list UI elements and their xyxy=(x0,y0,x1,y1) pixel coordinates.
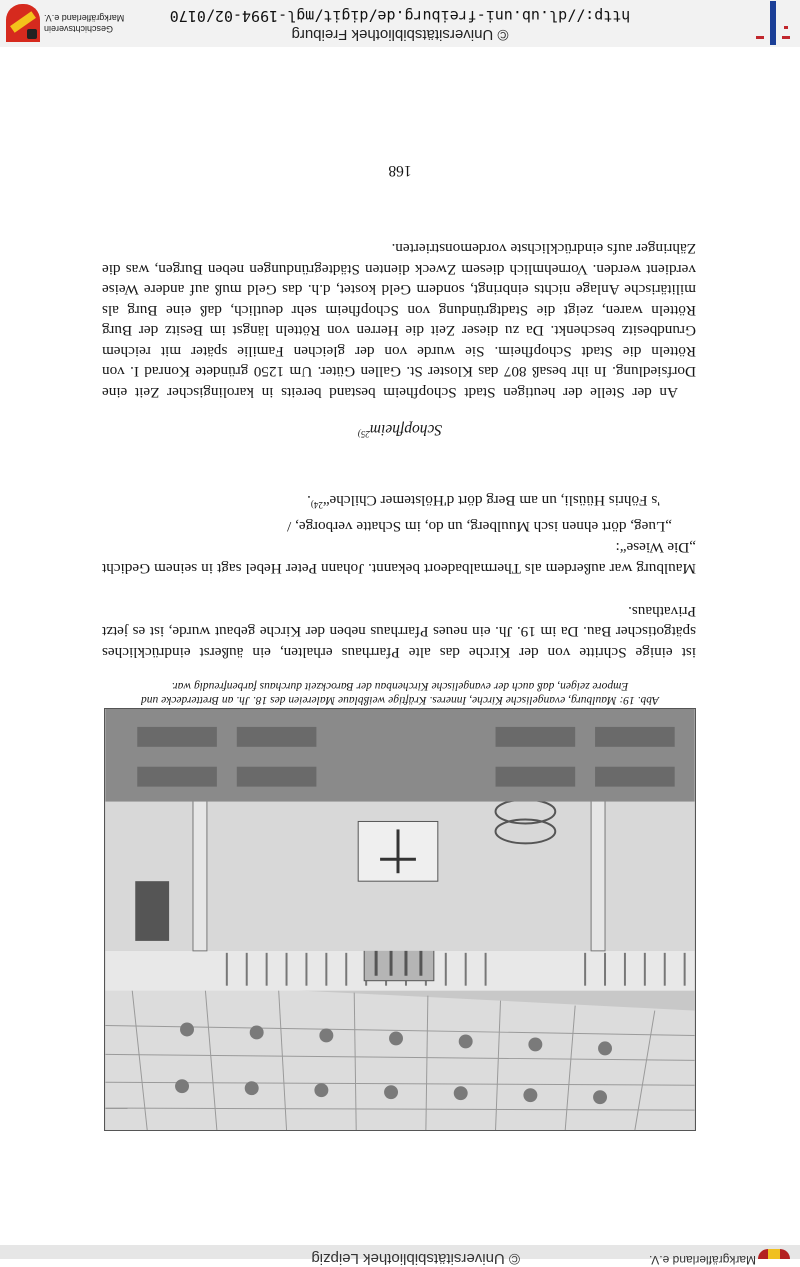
geschichtsverein-logo xyxy=(6,4,152,42)
poem-line-2 xyxy=(112,490,672,516)
header-logo-text: Markgräflerland e.V. xyxy=(649,1253,756,1267)
section-heading-text: Schopfheim xyxy=(369,420,443,438)
header-bar xyxy=(0,1245,800,1267)
church-interior-image xyxy=(105,709,695,1130)
poem-end: . xyxy=(307,492,311,510)
header-copyright: © Universitätsbibliothek Leipzig xyxy=(311,1250,520,1267)
paragraph-pfarrhaus: ist einige Schritte von der Kirche das alte Pfarrhaus erhalten, ein äußerst eindrückliches spätgotischer Bau. Da im 19. Jh. ein neues Pfarrhaus neben der Kirche gebaut wurde, ist es jetzt Privathaus. xyxy=(102,603,696,661)
poem-line-2-text: 's Föhris Hüüsli, un am Berg dört d'Hölstemer Chilche“ xyxy=(322,492,660,510)
poem-footnote-marker: 24) xyxy=(310,500,323,511)
coat-of-arms-icon xyxy=(6,4,40,42)
society-logo-icon xyxy=(758,1249,790,1259)
poem-line-1: „Lueg, dört ehnen isch Muulberg, un do, im Schatte verborge, / xyxy=(287,518,672,535)
logo-line-2: Markgräflerland e.V. xyxy=(44,13,125,23)
logo-line-1: Geschichtsverein xyxy=(44,24,114,34)
footer-url-link[interactable]: http://dl.ub.uni-freiburg.de/digit/mgl-1994-02/0170 xyxy=(169,7,631,25)
footer-bar xyxy=(0,0,800,47)
figure-caption: Abb. 19: Maulburg, evangelische Kirche, Inneres. Kräftige weißblaue Malereien des 18. Jh. an Bretterdecke und Empore zeigen, daß auch der evangelische Kirchenbau der Barockzeit durchaus farbenfreudig war. xyxy=(141,680,660,706)
church-interior-photo xyxy=(104,708,696,1131)
paragraph-thermalbad: Maulburg war außerdem als Thermalbadeort bekannt. Johann Peter Hebel sagt in seinem Gedicht „Die Wiese“: xyxy=(102,539,696,577)
heading-footnote-marker: 25) xyxy=(357,429,370,439)
page-number: 168 xyxy=(388,162,412,179)
poem-quote xyxy=(112,490,672,536)
footer-copyright: © Universitätsbibliothek Freiburg xyxy=(291,26,509,43)
paragraph-schopfheim: An der Stelle der heutigen Stadt Schopfheim bestand bereits in karolingischer Zeit eine Dorfsiedlung. In ihr besaß 807 das Kloster St. Gallen Güter. Um 1250 gründete Konrad I. von Rötteln die Stadt Schopfheim. Sie wurde von der gleichen Familie später mit reichem Grundbesitz beschenkt. Da zu dieser Zeit die Herren von Rötteln längst im Besitz der Burg Rötteln waren, zeigt die Stadtgründung von Schopfheim sehr deutlich, daß eine Burg als militärische Anlage nichts einbringt, sondern Geld kostet, d.h. das Geld muß auf andere Weise verdient werden. Vornehmlich diesem Zweck dienten Städtegründungen neben Burgen, was die Zähringer aufs eindrücklichste vordemonstrierten. xyxy=(102,240,696,401)
section-heading xyxy=(0,420,800,439)
